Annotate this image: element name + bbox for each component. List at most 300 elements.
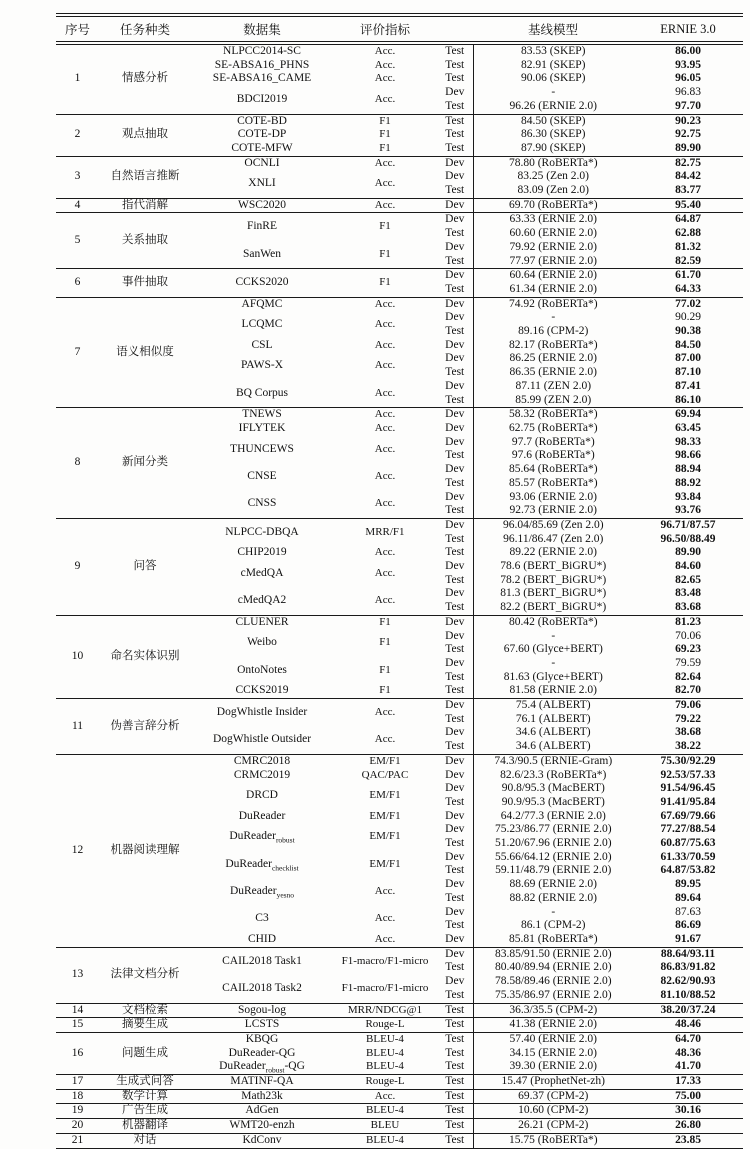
baseline-cell: 83.85/91.50 (ERNIE 2.0) bbox=[473, 947, 633, 961]
table-row bbox=[56, 699, 743, 713]
metric-cell: Acc. bbox=[333, 198, 437, 213]
dataset-cell: KdConv bbox=[191, 1133, 333, 1149]
split-cell: Test bbox=[437, 1032, 473, 1046]
dataset-cell: DuReader bbox=[238, 809, 286, 822]
split-cell: Dev bbox=[437, 213, 473, 227]
metric-cell: F1-macro/F1-micro bbox=[333, 947, 437, 975]
split-cell: Test bbox=[437, 1133, 473, 1149]
metric-cell: Acc. bbox=[333, 1089, 437, 1104]
ernie-score-cell: 60.87/75.63 bbox=[660, 837, 716, 850]
task-type-cell: 数学计算 bbox=[99, 1089, 191, 1104]
dataset-cell: IFLYTEK bbox=[238, 421, 286, 434]
task-type-cell: 语义相似度 bbox=[99, 297, 191, 408]
baseline-cell: 51.20/67.96 (ERNIE 2.0) bbox=[473, 837, 633, 851]
metric-cell: EM/F1 bbox=[369, 809, 401, 822]
row-number-cell: 12 bbox=[56, 754, 99, 947]
dataset-cell: MATINF-QA bbox=[191, 1075, 333, 1090]
dataset-cell: CLUENER bbox=[191, 615, 333, 629]
metric-cell: Acc. bbox=[374, 594, 396, 607]
ernie-score-cell: 87.41 bbox=[675, 379, 701, 392]
metric-cell: F1 bbox=[379, 663, 391, 676]
baseline-cell: 39.30 (ERNIE 2.0) bbox=[473, 1060, 633, 1074]
metric-cell: Acc. bbox=[374, 566, 396, 579]
baseline-cell: 89.16 (CPM-2) bbox=[473, 325, 633, 339]
dataset-cell: Sogou-log bbox=[191, 1003, 333, 1018]
baseline-cell: 59.11/48.79 (ERNIE 2.0) bbox=[473, 864, 633, 878]
split-cell: Test bbox=[437, 1089, 473, 1104]
ernie-score-cell: 88.64/93.11 bbox=[633, 947, 743, 961]
split-cell: Test bbox=[445, 740, 465, 753]
split-cell: Test bbox=[445, 712, 465, 725]
table-row bbox=[56, 269, 743, 283]
metric-cell: BLEU-4 bbox=[366, 1046, 404, 1059]
header-metric: 评价指标 bbox=[359, 23, 410, 37]
baseline-cell: 96.11/86.47 (Zen 2.0) bbox=[473, 533, 633, 547]
split-cell: Dev bbox=[445, 587, 465, 600]
task-type-cell: 文档检索 bbox=[99, 1003, 191, 1018]
metric-cell: F1 bbox=[379, 247, 391, 260]
ernie-score-cell: 91.41/95.84 bbox=[660, 795, 716, 808]
ernie-score-cell: 97.70 bbox=[675, 99, 701, 112]
metric-cell: EM/F1 bbox=[369, 789, 401, 802]
dataset-cell: DuReader$_{robust}$-QG bbox=[219, 1060, 305, 1075]
baseline-cell: 81.63 (Glyce+BERT) bbox=[473, 671, 633, 685]
dataset-cell: AdGen bbox=[191, 1104, 333, 1119]
split-cell: Dev bbox=[445, 975, 465, 988]
ernie-score-cell: 41.70 bbox=[675, 1060, 701, 1073]
row-number-cell: 1 bbox=[56, 43, 99, 114]
table-row bbox=[56, 947, 743, 961]
task-type-cell: 对话 bbox=[99, 1133, 191, 1149]
ernie-score-cell: 79.59 bbox=[675, 656, 701, 669]
split-cell: Dev bbox=[445, 170, 465, 183]
dataset-cell: CNSE bbox=[247, 469, 277, 482]
split-cell: Dev bbox=[445, 421, 465, 434]
split-cell: Dev bbox=[445, 809, 465, 822]
ernie-score-cell: 67.69/79.66 bbox=[660, 809, 716, 822]
baseline-cell: 92.73 (ERNIE 2.0) bbox=[473, 504, 633, 518]
baseline-cell: 34.6 (ALBERT) bbox=[473, 726, 633, 740]
dataset-cell: CNSS bbox=[247, 497, 277, 510]
ernie-score-cell: 83.77 bbox=[675, 184, 701, 197]
baseline-cell: 41.38 (ERNIE 2.0) bbox=[473, 1018, 633, 1033]
ernie-score-cell: 96.05 bbox=[675, 72, 701, 85]
split-cell: Dev bbox=[445, 352, 465, 365]
metric-cell: F1 bbox=[333, 615, 437, 629]
row-number-cell: 21 bbox=[56, 1133, 99, 1149]
table-row bbox=[56, 1119, 743, 1134]
metric-cell: Acc. bbox=[374, 442, 396, 455]
baseline-cell: 97.6 (RoBERTa*) bbox=[473, 449, 633, 463]
header-row-number: 序号 bbox=[64, 23, 90, 37]
baseline-cell: 82.17 (RoBERTa*) bbox=[473, 339, 633, 353]
ernie-score-cell: 96.71/87.57 bbox=[633, 518, 743, 532]
ernie-score-cell: 96.83 bbox=[675, 86, 701, 99]
ernie-score-cell: 88.92 bbox=[675, 476, 701, 489]
split-cell: Test bbox=[445, 864, 465, 877]
baseline-cell: 75.23/86.77 (ERNIE 2.0) bbox=[473, 823, 633, 837]
dataset-cell: TNEWS bbox=[191, 408, 333, 422]
split-cell: Dev bbox=[445, 338, 465, 351]
baseline-cell: 90.8/95.3 (MacBERT) bbox=[473, 782, 633, 796]
table-row bbox=[56, 114, 743, 128]
metric-cell: EM/F1 bbox=[369, 830, 401, 843]
dataset-cell: AFQMC bbox=[191, 297, 333, 311]
baseline-cell: 55.66/64.12 (ERNIE 2.0) bbox=[473, 851, 633, 865]
task-type-cell: 观点抽取 bbox=[99, 114, 191, 156]
baseline-cell: 74.3/90.5 (ERNIE-Gram) bbox=[473, 754, 633, 768]
metric-cell: Acc. bbox=[374, 497, 396, 510]
metric-cell: Acc. bbox=[333, 156, 437, 170]
baseline-cell: - bbox=[473, 906, 633, 920]
metric-cell: Acc. bbox=[333, 408, 437, 422]
baseline-cell: 69.70 (RoBERTa*) bbox=[473, 198, 633, 213]
baseline-cell: 81.58 (ERNIE 2.0) bbox=[473, 684, 633, 698]
split-cell: Dev bbox=[445, 905, 465, 918]
ernie-score-cell: 93.95 bbox=[675, 58, 701, 71]
ernie-score-cell: 81.10/88.52 bbox=[660, 988, 716, 1001]
baseline-cell: 82.91 (SKEP) bbox=[473, 59, 633, 73]
metric-cell: Acc. bbox=[374, 318, 396, 331]
baseline-cell: 86.1 (CPM-2) bbox=[473, 919, 633, 933]
ernie-score-cell: 86.69 bbox=[675, 919, 701, 932]
ernie-score-cell: 87.10 bbox=[675, 366, 701, 379]
split-cell: Test bbox=[437, 1104, 473, 1119]
ernie-score-cell: 81.23 bbox=[633, 615, 743, 629]
dataset-cell: BQ Corpus bbox=[235, 386, 289, 399]
ernie-score-cell: 83.68 bbox=[675, 601, 701, 614]
metric-cell: Acc. bbox=[374, 912, 396, 925]
baseline-cell: - bbox=[473, 630, 633, 644]
baseline-cell: 86.25 (ERNIE 2.0) bbox=[473, 352, 633, 366]
ernie-score-cell: 81.32 bbox=[675, 240, 701, 253]
split-cell: Test bbox=[445, 72, 465, 85]
split-cell: Dev bbox=[437, 947, 473, 961]
metric-cell: MRR/NDCG@1 bbox=[333, 1003, 437, 1018]
baseline-cell: 88.69 (ERNIE 2.0) bbox=[473, 878, 633, 892]
table-row bbox=[56, 1075, 743, 1090]
split-cell: Test bbox=[445, 476, 465, 489]
metric-cell: Rouge-L bbox=[333, 1018, 437, 1033]
dataset-cell: WSC2020 bbox=[191, 198, 333, 213]
baseline-cell: 78.6 (BERT_BiGRU*) bbox=[473, 560, 633, 574]
row-number-cell: 7 bbox=[56, 297, 99, 408]
baseline-cell: 83.25 (Zen 2.0) bbox=[473, 170, 633, 184]
dataset-cell: FinRE bbox=[191, 213, 333, 241]
dataset-cell: COTE-MFW bbox=[231, 141, 293, 154]
row-number-cell: 4 bbox=[56, 198, 99, 213]
ernie-score-cell: 89.95 bbox=[675, 878, 701, 891]
ernie-score-cell: 82.75 bbox=[633, 156, 743, 170]
metric-cell: F1 bbox=[379, 636, 391, 649]
split-cell: Test bbox=[445, 504, 465, 517]
ernie-score-cell: 87.00 bbox=[675, 352, 701, 365]
split-cell: Test bbox=[445, 1060, 465, 1073]
dataset-cell: DRCD bbox=[246, 789, 278, 802]
ernie-score-cell: 90.29 bbox=[675, 311, 701, 324]
row-number-cell: 8 bbox=[56, 408, 99, 519]
baseline-cell: 83.09 (Zen 2.0) bbox=[473, 184, 633, 198]
split-cell: Test bbox=[437, 1119, 473, 1134]
ernie-score-cell: 93.76 bbox=[675, 504, 701, 517]
metric-cell: Acc. bbox=[333, 43, 437, 59]
table-row bbox=[56, 1133, 743, 1149]
baseline-cell: 15.47 (ProphetNet-zh) bbox=[473, 1075, 633, 1090]
metric-cell: Rouge-L bbox=[333, 1075, 437, 1090]
ernie-score-cell: 87.63 bbox=[675, 905, 701, 918]
baseline-cell: 89.22 (ERNIE 2.0) bbox=[473, 546, 633, 560]
row-number-cell: 17 bbox=[56, 1075, 99, 1090]
split-cell: Test bbox=[445, 891, 465, 904]
split-cell: Test bbox=[445, 141, 465, 154]
dataset-cell: OCNLI bbox=[191, 156, 333, 170]
dataset-cell: CCKS2020 bbox=[191, 269, 333, 297]
ernie-score-cell: 63.45 bbox=[675, 421, 701, 434]
ernie-score-cell: 96.50/88.49 bbox=[660, 532, 716, 545]
ernie-score-cell: 64.87/53.82 bbox=[660, 864, 716, 877]
ernie-score-cell: 89.90 bbox=[675, 546, 701, 559]
metric-cell: MRR/F1 bbox=[333, 518, 437, 546]
split-cell: Dev bbox=[445, 240, 465, 253]
ernie-score-cell: 38.22 bbox=[675, 740, 701, 753]
metric-cell: BLEU-4 bbox=[333, 1133, 437, 1149]
baseline-cell: 64.2/77.3 (ERNIE 2.0) bbox=[473, 810, 633, 824]
split-cell: Dev bbox=[445, 782, 465, 795]
baseline-cell: 83.53 (SKEP) bbox=[473, 43, 633, 59]
ernie-score-cell: 95.40 bbox=[633, 198, 743, 213]
table-row bbox=[56, 518, 743, 532]
table-row bbox=[56, 156, 743, 170]
split-cell: Test bbox=[445, 99, 465, 112]
split-cell: Dev bbox=[445, 463, 465, 476]
ernie-score-cell: 82.70 bbox=[675, 684, 701, 697]
split-cell: Test bbox=[445, 670, 465, 683]
baseline-cell: 36.3/35.5 (CPM-2) bbox=[473, 1003, 633, 1018]
split-cell: Dev bbox=[437, 156, 473, 170]
row-number-cell: 18 bbox=[56, 1089, 99, 1104]
task-type-cell: 命名实体识别 bbox=[99, 615, 191, 698]
table-row bbox=[56, 213, 743, 227]
baseline-cell: 63.33 (ERNIE 2.0) bbox=[473, 213, 633, 227]
ernie-score-cell: 82.59 bbox=[675, 254, 701, 267]
split-cell: Test bbox=[437, 1003, 473, 1018]
ernie-score-cell: 82.62/90.93 bbox=[660, 975, 716, 988]
dataset-cell: C3 bbox=[255, 912, 269, 925]
ernie-score-cell: 89.64 bbox=[675, 891, 701, 904]
split-cell: Test bbox=[445, 254, 465, 267]
baseline-cell: 62.75 (RoBERTa*) bbox=[473, 422, 633, 436]
baseline-cell: 86.35 (ERNIE 2.0) bbox=[473, 366, 633, 380]
split-cell: Dev bbox=[445, 878, 465, 891]
ernie-score-cell: 69.23 bbox=[675, 643, 701, 656]
baseline-cell: 88.82 (ERNIE 2.0) bbox=[473, 892, 633, 906]
baseline-cell: 90.9/95.3 (MacBERT) bbox=[473, 796, 633, 810]
metric-cell: F1 bbox=[333, 269, 437, 297]
ernie-score-cell: 88.94 bbox=[675, 463, 701, 476]
baseline-cell: 75.35/86.97 (ERNIE 2.0) bbox=[473, 989, 633, 1003]
ernie-score-cell: 82.64 bbox=[675, 670, 701, 683]
ernie-score-cell: 48.36 bbox=[675, 1046, 701, 1059]
split-cell: Test bbox=[445, 961, 465, 974]
baseline-cell: 85.57 (RoBERTa*) bbox=[473, 477, 633, 491]
ernie-score-cell: 38.68 bbox=[675, 726, 701, 739]
split-cell: Test bbox=[445, 601, 465, 614]
metric-cell: Acc. bbox=[374, 546, 396, 559]
baseline-cell: 60.60 (ERNIE 2.0) bbox=[473, 227, 633, 241]
metric-cell: QAC/PAC bbox=[361, 768, 409, 781]
header-baseline: 基线模型 bbox=[527, 23, 578, 37]
split-cell: Test bbox=[437, 1018, 473, 1033]
baseline-cell: - bbox=[473, 86, 633, 100]
task-type-cell: 伪善言辞分析 bbox=[99, 699, 191, 755]
split-cell: Dev bbox=[445, 933, 465, 945]
metric-cell: Acc. bbox=[374, 338, 396, 351]
split-cell: Test bbox=[445, 366, 465, 379]
metric-cell: Acc. bbox=[374, 733, 396, 746]
metric-cell: EM/F1 bbox=[369, 857, 401, 870]
dataset-cell: XNLI bbox=[248, 177, 276, 190]
baseline-cell: 15.75 (RoBERTa*) bbox=[473, 1133, 633, 1149]
dataset-cell: CAIL2018 Task2 bbox=[222, 981, 302, 994]
table-row bbox=[56, 1104, 743, 1119]
ernie-score-cell: 70.06 bbox=[675, 629, 701, 642]
dataset-cell: DogWhistle Insider bbox=[191, 699, 333, 727]
split-cell: Dev bbox=[445, 768, 465, 781]
task-type-cell: 情感分析 bbox=[99, 43, 191, 114]
metric-cell: Acc. bbox=[374, 177, 396, 190]
baseline-cell: 78.58/89.46 (ERNIE 2.0) bbox=[473, 975, 633, 989]
dataset-cell: PAWS-X bbox=[240, 359, 284, 372]
metric-cell: Acc. bbox=[374, 359, 396, 372]
baseline-cell: 77.97 (ERNIE 2.0) bbox=[473, 255, 633, 269]
split-cell: Dev bbox=[445, 311, 465, 324]
baseline-cell: 76.1 (ALBERT) bbox=[473, 713, 633, 727]
dataset-cell: LCQMC bbox=[241, 318, 283, 331]
ernie-score-cell: 83.48 bbox=[675, 587, 701, 600]
task-type-cell: 法律文档分析 bbox=[99, 947, 191, 1003]
dataset-cell: NLPCC2014-SC bbox=[191, 43, 333, 59]
split-cell: Test bbox=[445, 532, 465, 545]
metric-cell: F1 bbox=[333, 213, 437, 241]
ernie-score-cell: 75.00 bbox=[633, 1089, 743, 1104]
baseline-cell: 78.2 (BERT_BiGRU*) bbox=[473, 574, 633, 588]
table-row bbox=[56, 754, 743, 768]
dataset-cell: NLPCC-DBQA bbox=[191, 518, 333, 546]
dataset-cell: cMedQA bbox=[240, 566, 284, 579]
dataset-cell: LCSTS bbox=[191, 1018, 333, 1033]
split-cell: Dev bbox=[445, 490, 465, 503]
split-cell: Dev bbox=[445, 86, 465, 99]
dataset-cell: CAIL2018 Task1 bbox=[191, 947, 333, 975]
baseline-cell: 86.30 (SKEP) bbox=[473, 128, 633, 142]
table-row bbox=[56, 1089, 743, 1104]
ernie-score-cell: 98.66 bbox=[675, 449, 701, 462]
split-cell: Test bbox=[445, 988, 465, 1001]
ernie-score-cell: 48.46 bbox=[633, 1018, 743, 1033]
split-cell: Test bbox=[437, 1075, 473, 1090]
ernie-score-cell: 84.60 bbox=[675, 560, 701, 573]
ernie-score-cell: 91.54/96.45 bbox=[660, 782, 716, 795]
split-cell: Dev bbox=[437, 198, 473, 213]
dataset-cell: WMT20-enzh bbox=[191, 1119, 333, 1134]
table-header-row bbox=[56, 15, 743, 43]
ernie-score-cell: 84.42 bbox=[675, 170, 701, 183]
header-dataset: 数据集 bbox=[243, 23, 281, 37]
ernie-score-cell: 90.23 bbox=[633, 114, 743, 128]
baseline-cell: 79.92 (ERNIE 2.0) bbox=[473, 241, 633, 255]
baseline-cell: 85.99 (ZEN 2.0) bbox=[473, 394, 633, 408]
table-row bbox=[56, 1032, 743, 1046]
split-cell: Test bbox=[445, 573, 465, 586]
table-row bbox=[56, 43, 743, 59]
split-cell: Dev bbox=[445, 379, 465, 392]
ernie-score-cell: 64.70 bbox=[633, 1032, 743, 1046]
split-cell: Dev bbox=[445, 656, 465, 669]
baseline-cell: 80.40/89.94 (ERNIE 2.0) bbox=[473, 961, 633, 975]
metric-cell: F1 bbox=[333, 114, 437, 128]
row-number-cell: 11 bbox=[56, 699, 99, 755]
split-cell: Dev bbox=[437, 269, 473, 283]
dataset-cell: CHIP2019 bbox=[237, 546, 287, 559]
split-cell: Test bbox=[445, 58, 465, 71]
row-number-cell: 10 bbox=[56, 615, 99, 698]
baseline-cell: 93.06 (ERNIE 2.0) bbox=[473, 491, 633, 505]
baseline-cell: 81.3 (BERT_BiGRU*) bbox=[473, 587, 633, 601]
baseline-cell: 82.2 (BERT_BiGRU*) bbox=[473, 601, 633, 615]
split-cell: Test bbox=[445, 643, 465, 656]
metric-cell: Acc. bbox=[374, 469, 396, 482]
table-row bbox=[56, 198, 743, 213]
baseline-cell: 34.6 (ALBERT) bbox=[473, 740, 633, 754]
baseline-cell: 80.42 (RoBERTa*) bbox=[473, 615, 633, 629]
baseline-cell: 26.21 (CPM-2) bbox=[473, 1119, 633, 1134]
table-row bbox=[56, 297, 743, 311]
dataset-cell: Math23k bbox=[191, 1089, 333, 1104]
baseline-cell: 34.15 (ERNIE 2.0) bbox=[473, 1047, 633, 1061]
table-body bbox=[56, 43, 743, 1149]
metric-cell: Acc. bbox=[333, 699, 437, 727]
split-cell: Test bbox=[445, 919, 465, 932]
dataset-cell: cMedQA2 bbox=[237, 594, 287, 607]
split-cell: Test bbox=[437, 114, 473, 128]
task-type-cell: 自然语言推断 bbox=[99, 156, 191, 198]
dataset-cell: DuReader$_{robust}$ bbox=[229, 830, 295, 845]
baseline-cell: 75.4 (ALBERT) bbox=[473, 699, 633, 713]
baseline-cell: 74.92 (RoBERTa*) bbox=[473, 297, 633, 311]
baseline-cell: 96.04/85.69 (Zen 2.0) bbox=[473, 518, 633, 532]
split-cell: Test bbox=[445, 684, 465, 697]
task-type-cell: 机器阅读理解 bbox=[99, 754, 191, 947]
split-cell: Dev bbox=[445, 850, 465, 863]
baseline-cell: 87.90 (SKEP) bbox=[473, 142, 633, 156]
ernie-score-cell: 79.22 bbox=[675, 712, 701, 725]
ernie-score-cell: 92.53/57.33 bbox=[660, 768, 716, 781]
dataset-cell: COTE-DP bbox=[237, 128, 287, 141]
split-cell: Test bbox=[445, 282, 465, 295]
baseline-cell: 82.6/23.3 (RoBERTa*) bbox=[473, 769, 633, 783]
ernie-score-cell: 38.20/37.24 bbox=[633, 1003, 743, 1018]
baseline-cell: 61.34 (ERNIE 2.0) bbox=[473, 283, 633, 297]
dataset-cell: OntoNotes bbox=[237, 663, 287, 676]
task-type-cell: 摘要生成 bbox=[99, 1018, 191, 1033]
metric-cell: F1-macro/F1-micro bbox=[341, 981, 429, 994]
ernie-score-cell: 69.94 bbox=[633, 408, 743, 422]
metric-cell: Acc. bbox=[374, 72, 396, 85]
dataset-cell: KBQG bbox=[191, 1032, 333, 1046]
split-cell: Dev bbox=[437, 699, 473, 713]
ernie-score-cell: 64.87 bbox=[633, 213, 743, 227]
baseline-cell: - bbox=[473, 657, 633, 671]
